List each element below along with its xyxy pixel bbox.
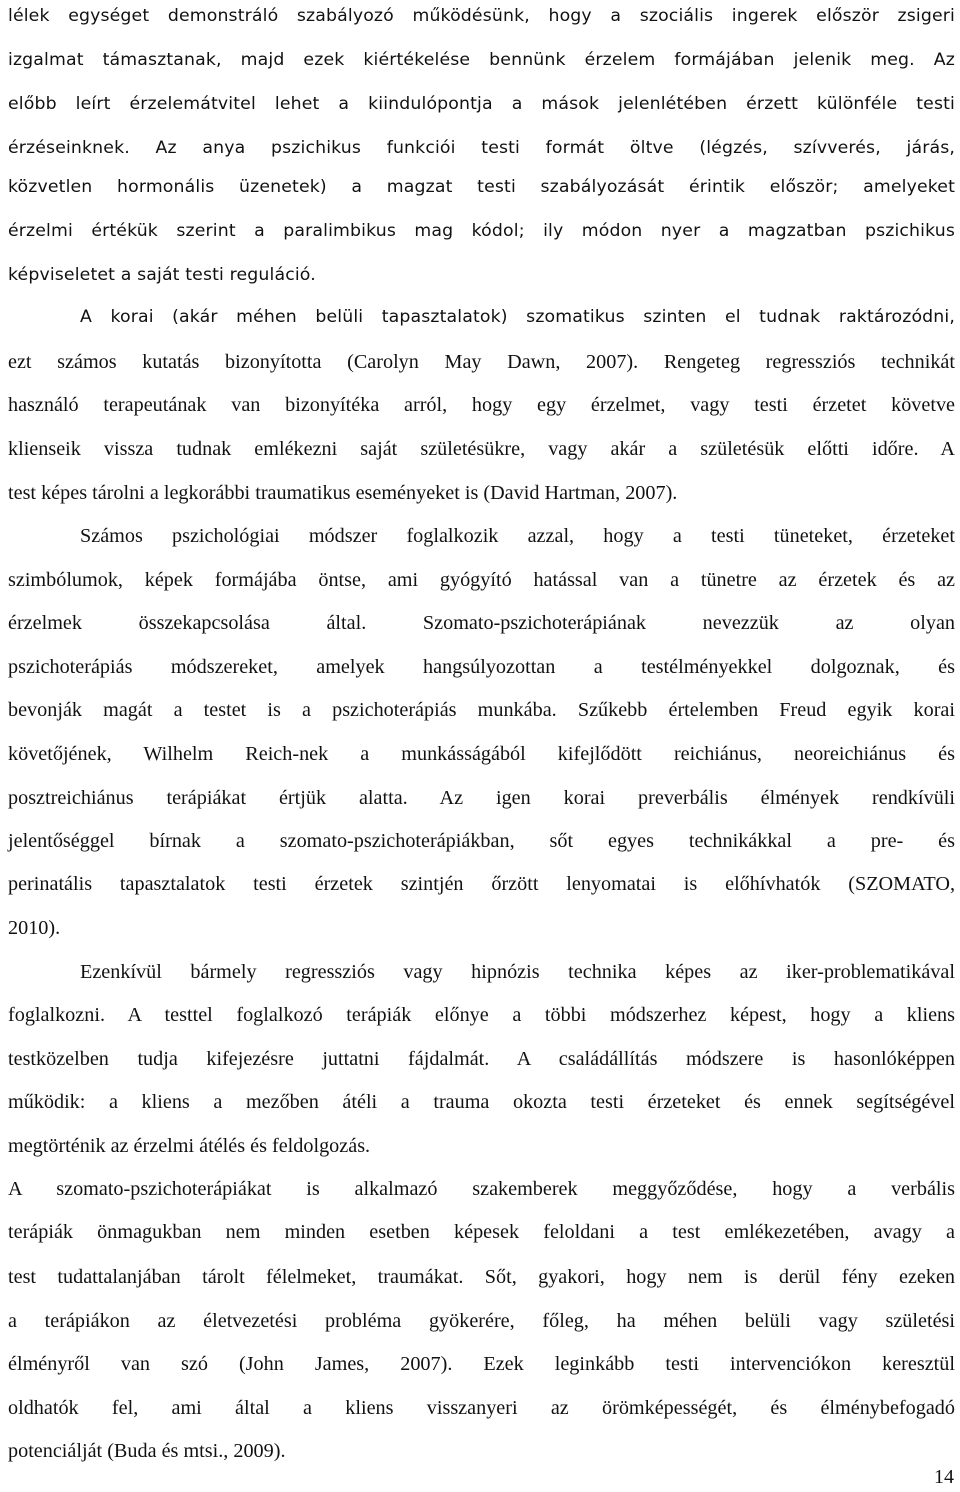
text-line: pszichoterápiás módszereket, amelyek hangsúlyozottan a testélményekkel dolgoznak, és	[8, 656, 955, 678]
text-line: Számos pszichológiai módszer foglalkozik azzal, hogy a testi tüneteket, érzeteket	[80, 525, 955, 547]
text-line: posztreichiánus terápiákat értjük alatta. Az igen korai preverbális élmények rendkívüli	[8, 787, 955, 809]
text-line: test képes tárolni a legkorábbi traumatikus eseményeket is (David Hartman, 2007).	[8, 482, 678, 504]
text-line: ezt számos kutatás bizonyította (Carolyn May Dawn, 2007). Rengeteg regressziós technikát	[8, 351, 955, 373]
text-line: foglalkozni. A testtel foglalkozó terápiák előnye a többi módszerhez képest, hogy a kliens	[8, 1004, 955, 1026]
text-line: klienseik vissza tudnak emlékezni saját születésükre, vagy akár a születésük előtti időre. A	[8, 438, 955, 460]
text-line: perinatális tapasztalatok testi érzetek szintjén őrzött lenyomatai is előhívhatók (SZOMATO,	[8, 873, 955, 895]
text-line: jelentőséggel bírnak a szomato-pszichoterápiákban, sőt egyes technikákkal a pre- és	[8, 830, 955, 852]
text-line: 2010).	[8, 917, 61, 939]
text-line: érzéseinknek. Az anya pszichikus funkciói testi formát öltve (légzés, szívverés, járás,	[8, 138, 955, 158]
text-line: érzelmek összekapcsolása által. Szomato-pszichoterápiának nevezzük az olyan	[8, 612, 955, 634]
text-line: terápiák önmagukban nem minden esetben képesek feloldani a test emlékezetében, avagy a	[8, 1221, 955, 1243]
text-line: előbb leírt érzelemátvitel lehet a kiindulópontja a mások jelenlétében érzett különféle testi	[8, 94, 955, 114]
text-line: megtörténik az érzelmi átélés és feldolgozás.	[8, 1135, 371, 1157]
text-line: bevonják magát a testet is a pszichoterápiás munkába. Szűkebb értelemben Freud egyik korai	[8, 699, 955, 721]
text-line: test tudattalanjában tárolt félelmeket, traumákat. Sőt, gyakori, hogy nem is derül fény ezeken	[8, 1266, 955, 1288]
text-line: lélek egységet demonstráló szabályozó működésünk, hogy a szociális ingerek először zsigeri	[8, 6, 955, 26]
text-line: követőjének, Wilhelm Reich-nek a munkásságából kifejlődött reichiánus, neoreichiánus és	[8, 743, 955, 765]
page-number: 14	[934, 1466, 954, 1488]
text-line: közvetlen hormonális üzenetek) a magzat testi szabályozását érintik először; amelyeket	[8, 177, 955, 197]
text-line: érzelmi értékük szerint a paralimbikus mag kódol; ily módon nyer a magzatban pszichikus	[8, 221, 955, 241]
text-line: a terápiákon az életvezetési probléma gyökerére, főleg, ha méhen belüli vagy születési	[8, 1310, 955, 1332]
text-line: Ezenkívül bármely regressziós vagy hipnózis technika képes az iker-problematikával	[80, 961, 955, 983]
text-line: képviseletet a saját testi reguláció.	[8, 265, 316, 285]
text-line: működik: a kliens a mezőben átéli a trauma okozta testi érzeteket és ennek segítségével	[8, 1091, 955, 1113]
text-line: potenciálját (Buda és mtsi., 2009).	[8, 1440, 286, 1462]
text-line: izgalmat támasztanak, majd ezek kiértékelése bennünk érzelem formájában jelenik meg. Az	[8, 50, 955, 70]
text-line: testközelben tudja kifejezésre juttatni fájdalmát. A családállítás módszere is hasonlóképpen	[8, 1048, 955, 1070]
text-line: élményről van szó (John James, 2007). Ezek leginkább testi intervenciókon keresztül	[8, 1353, 955, 1375]
text-line: használó terapeutának van bizonyítéka arról, hogy egy érzelmet, vagy testi érzetet követve	[8, 394, 955, 416]
text-line: A szomato-pszichoterápiákat is alkalmazó szakemberek meggyőződése, hogy a verbális	[8, 1178, 955, 1200]
text-line: A korai (akár méhen belüli tapasztalatok) szomatikus szinten el tudnak raktározódni,	[80, 307, 955, 327]
text-line: szimbólumok, képek formájába öntse, ami gyógyító hatással van a tünetre az érzetek és az	[8, 569, 955, 591]
text-line: oldhatók fel, ami által a kliens visszanyeri az örömképességét, és élménybefogadó	[8, 1397, 955, 1419]
